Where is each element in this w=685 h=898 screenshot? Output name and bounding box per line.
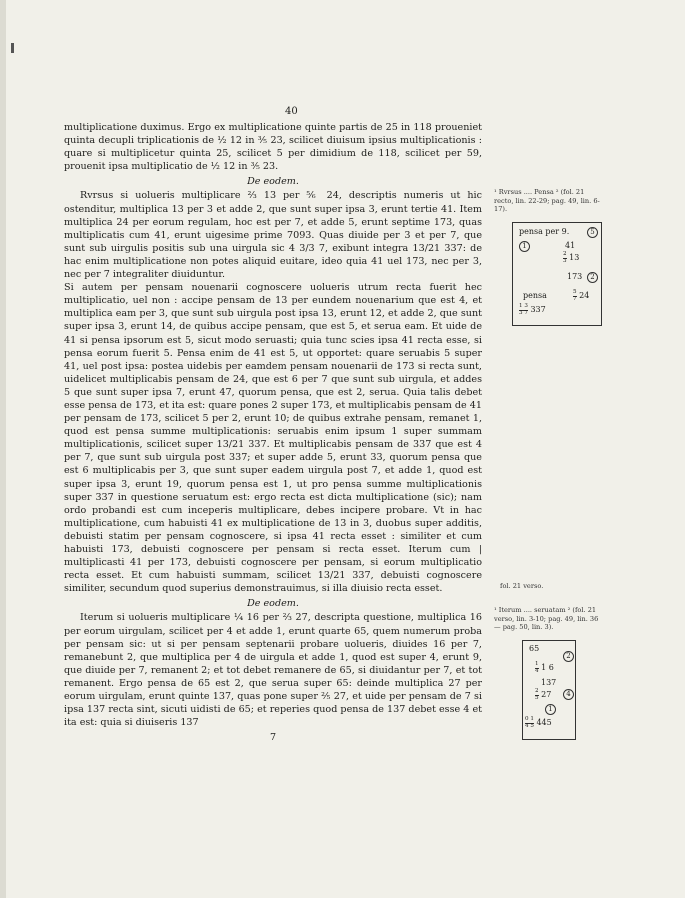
fraction: $\frac{1 3}{3 7}$	[519, 303, 528, 316]
diagram-number: 27	[541, 690, 552, 700]
diagram-number: 137	[541, 678, 557, 687]
fraction: $\frac{5}{7}$	[573, 289, 577, 302]
circled-number: 4	[563, 689, 574, 700]
diagram-fraction-row	[573, 290, 589, 302]
binding-mark	[11, 43, 14, 53]
circled-number: 1	[519, 241, 530, 252]
paragraph-1: multiplicatione duximus. Ergo ex multiplicatione quinte partis de 25 in 118 proueniet quinta decupli triplicationis de ½ 12 in ⅗ 23, scilicet diuisum ipsius multiplicationis : quare si multiplicetur quinta 25, scilicet 5 per dimidium de 118, scilicet per 59, prouenit ipsa multiplicatio de ½ 12 in ⅗ 23.	[64, 122, 482, 173]
diagram-fraction-row	[563, 252, 579, 264]
diagram-number: 445	[536, 718, 552, 728]
diagram-pensa-per-9	[512, 222, 602, 326]
diagram-fraction-row	[535, 689, 551, 701]
margin-note-3: ¹ Iterum .... seruatam ² (fol. 21 verso, lin. 3-10; pag. 49, lin. 36 — pag. 50, lin. 3).	[494, 606, 599, 632]
diagram-fraction-row	[535, 662, 554, 674]
page-edge	[0, 0, 6, 898]
fraction: $\frac{2}{5}$	[535, 688, 539, 701]
diagram-number: 337	[530, 305, 546, 315]
margin-note-1: ¹ Rvrsus .... Pensa ² (fol. 21 recto, lin. 22-29; pag. 49, lin. 6-17).	[494, 188, 600, 214]
section-heading-1: De eodem.	[247, 176, 299, 188]
fraction: $\frac{1}{4}$	[535, 661, 539, 674]
fraction: $\frac{2}{3}$	[563, 251, 567, 264]
diagram-number: 24	[579, 291, 590, 301]
diagram-multiplication-check	[522, 640, 576, 740]
diagram-header: pensa per 9.	[519, 227, 570, 236]
diagram-number: 173	[567, 272, 583, 281]
diagram-fraction-row	[519, 304, 546, 316]
circled-number: 1	[545, 704, 556, 715]
diagram-fraction-row	[525, 717, 552, 729]
diagram-number: 65	[529, 644, 540, 653]
main-text-block	[64, 121, 482, 744]
paragraph-2a: Rvrsus si uolueris multiplicare ⅔ 13 per ⅚ 24, descriptis numeris ut hic ostenditur, multiplica 13 per 3 et adde 2, que sunt super ipsa 3, erunt tertie 41. Item multiplica 24 per eorum regulam, hoc est per 7, et adde 5, erunt septime 173, quas multiplicatis cum 41, erunt uigesime prime 7093. Quas diuide per 3 et per 7, que sunt sub uirgulis positis sub una uirgula sic 4 3/3 7, exibunt integra 13/21 337: de hac enim multiplicatione non potes aliquid euitare, ideo quia 41 uel 173, nec per 3, nec per 7 integraliter diuiduntur.	[64, 190, 482, 281]
circled-number: 5	[587, 227, 598, 238]
page-number: 40	[285, 106, 298, 117]
circled-number: 2	[587, 272, 598, 283]
diagram-label: pensa	[523, 291, 547, 300]
diagram-number: 13	[569, 253, 580, 263]
paragraph-2b: Si autem per pensam nouenarii cognoscere uolueris utrum recta fuerit hec multiplicatio, uel non : accipe pensam de 13 per eundem nouenarium que est 4, et multiplica eam per 3, que sunt sub uirgula post ipsa 13, erunt 12, et adde 2, que sunt super ipsa 3, erunt 14, de quibus accipe pensam, que est 5, et serua eam. Et uide de 41 si pensa ipsorum est 5, sicut modo seruasti; quia tunc scies ipsa 41 recta esse, si pensa eorum fuerit 5. Pensa enim de 41 est 5, ut opportet: quare seruabis 5 super 41, uel post ipsa: postea uidebis per eamdem pensam nouenarii de 173 si recta sunt, uidelicet multiplicabis pensam de 24, que est 6 per 7 que sunt sub uirgula, et addes 5 que sunt super ipsa 7, erunt 47, quorum pensa, que est 2, serua. Quia talis debet esse pensa de 173, et ita est: quare pones 2 super 173, et multiplicabis pensam de 41 per pensam de 173, scilicet 5 per 2, erunt 10; de quibus extrahe pensam, remanet 1, quod est pensa summe multiplicationis: seruabis enim ipsum 1 super summam multiplicationis, scilicet super 13/21 337. Et multiplicabis pensam de 337 que est 4 per 7, que sunt sub uirgula post 337; et super adde 5, erunt 33, quorum pensa que est 6 multiplicabis per 3, que sunt super eadem uirgula post 7, et adde 1, quod est super ipsa 3, erunt 19, quorum pensa est 1, ut pro pensa summe multiplicationis super 337 in questione seruatum est: ergo recta est dicta multiplicatione (sic); nam ordo probandi est cum inceperis multiplicare, debes incipere probare. Vt in hac multiplicatione, cum habuisti 41 ex multiplicatione de 13 in 3, duobus super additis, debuisti statim per pensam cognoscere, si ipsa 41 recta esset : similiter et cum habuisti 173, debuisti cognoscere per pensam si recta esset. Iterum cum | multiplicasti 41 per 173, debuisti cognoscere per pensam, si eorum multiplicatio recta esset. Et cum habuisti summam, scilicet 13/21 337, debuisti cognoscere similiter, secundum quod superius demonstrauimus, si illa diuisio recta esset.	[64, 282, 482, 595]
diagram-number: 41	[565, 241, 576, 250]
circled-number: 2	[563, 651, 574, 662]
paragraph-3: Iterum si uolueris multiplicare ¼ 16 per ⅔ 27, descripta questione, multiplica 16 per eorum uirgulam, scilicet per 4 et adde 1, erunt quarte 65, quem numerum proba per pensam sic: ut si per pensam septenarii probare uolueris, diuides 16 per 7, remanebunt 2, que multiplica per 4 de uirgula et adde 1, quod est super 4, erunt 9, que diuide per 7, remanent 2; et tot debet remanere de 65, si diuidantur per 7, et tot remanent. Ergo pensa de 65 est 2, que serua super 65: deinde multiplica 27 per eorum uirgulam, erunt quinte 137, quas pone super ⅖ 27, et uide per pensam de 7 si ipsa 137 recta sint, sicuti uidisti de 65; et reperies quod pensa de 137 debet esse 4 et ita est: quia si diuiseris 137	[64, 612, 482, 729]
section-heading-2: De eodem.	[247, 598, 299, 610]
fraction: $\frac{0 1}{4 5}$	[525, 716, 534, 729]
diagram-number: 1 6	[541, 663, 554, 673]
footer-signature-mark: 7	[269, 732, 277, 744]
margin-note-2: fol. 21 verso.	[500, 582, 544, 590]
